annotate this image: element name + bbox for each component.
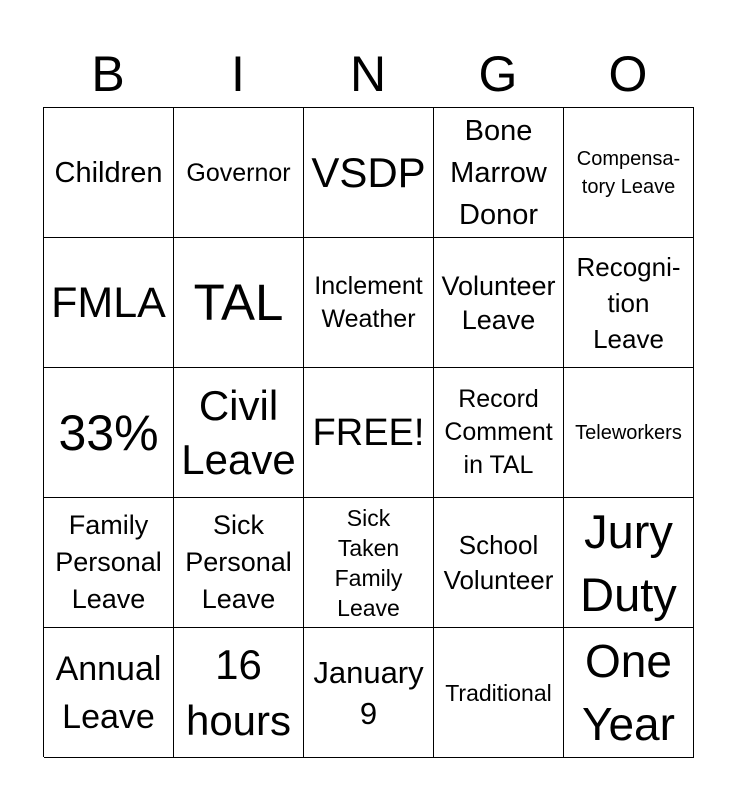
bingo-cell[interactable]	[434, 238, 564, 368]
bingo-cell[interactable]	[564, 628, 694, 758]
cell-label: FMLA	[51, 278, 166, 327]
bingo-board	[43, 107, 694, 757]
cell-label: Sick Personal Leave	[185, 510, 292, 614]
header-letter-o: O	[608, 46, 648, 102]
bingo-cell[interactable]	[304, 238, 434, 368]
bingo-cell[interactable]	[44, 498, 174, 628]
bingo-cell[interactable]	[174, 238, 304, 368]
header-letter-n: N	[349, 46, 387, 102]
cell-label: Civil Leave	[181, 381, 296, 483]
bingo-cell[interactable]	[44, 108, 174, 238]
cell-label: Annual Leave	[55, 649, 162, 736]
cell-label: Compensa-tory Leave	[576, 147, 681, 198]
cell-label: 16 hours	[185, 640, 292, 744]
cell-label: Children	[54, 156, 163, 189]
cell-label: School Volunteer	[443, 529, 554, 595]
bingo-cell[interactable]	[564, 498, 694, 628]
bingo-cell[interactable]	[434, 498, 564, 628]
bingo-cell[interactable]	[564, 368, 694, 498]
cell-label: VSDP	[311, 148, 426, 196]
bingo-cell[interactable]	[174, 628, 304, 758]
bingo-header	[43, 40, 693, 108]
bingo-cell[interactable]	[174, 108, 304, 238]
bingo-cell[interactable]	[174, 498, 304, 628]
cell-label: Teleworkers	[575, 421, 682, 444]
cell-label: Traditional	[445, 679, 552, 706]
header-letter-g: G	[478, 46, 518, 102]
bingo-cell[interactable]	[44, 238, 174, 368]
bingo-cell[interactable]	[564, 108, 694, 238]
bingo-cell[interactable]	[44, 628, 174, 758]
cell-label: Recogni-tion Leave	[576, 251, 681, 354]
bingo-cell[interactable]	[304, 498, 434, 628]
header-letter-i: I	[231, 46, 245, 102]
bingo-cell[interactable]	[434, 108, 564, 238]
cell-label: 33%	[58, 404, 159, 461]
cell-label: Record Comment in TAL	[444, 385, 553, 479]
bingo-cell[interactable]	[174, 368, 304, 498]
cell-label: Inclement Weather	[314, 271, 423, 333]
bingo-cell[interactable]	[434, 628, 564, 758]
bingo-cell[interactable]	[304, 368, 434, 498]
cell-label: Volunteer Leave	[441, 270, 556, 335]
cell-label: Governor	[186, 158, 291, 187]
bingo-cell[interactable]	[304, 108, 434, 238]
header-letter-b: B	[91, 46, 125, 102]
cell-label: Family Personal Leave	[55, 510, 162, 614]
cell-label: January 9	[313, 654, 424, 731]
cell-label: One Year	[582, 634, 675, 750]
bingo-cell[interactable]	[44, 368, 174, 498]
bingo-cell[interactable]	[434, 368, 564, 498]
cell-label: TAL	[193, 273, 284, 331]
cell-label: Sick Taken Family Leave	[334, 504, 403, 621]
cell-label: Bone Marrow Donor	[450, 114, 547, 231]
cell-label: FREE!	[312, 411, 425, 454]
bingo-cell[interactable]	[564, 238, 694, 368]
bingo-cell[interactable]	[304, 628, 434, 758]
cell-label: Jury Duty	[580, 504, 677, 621]
